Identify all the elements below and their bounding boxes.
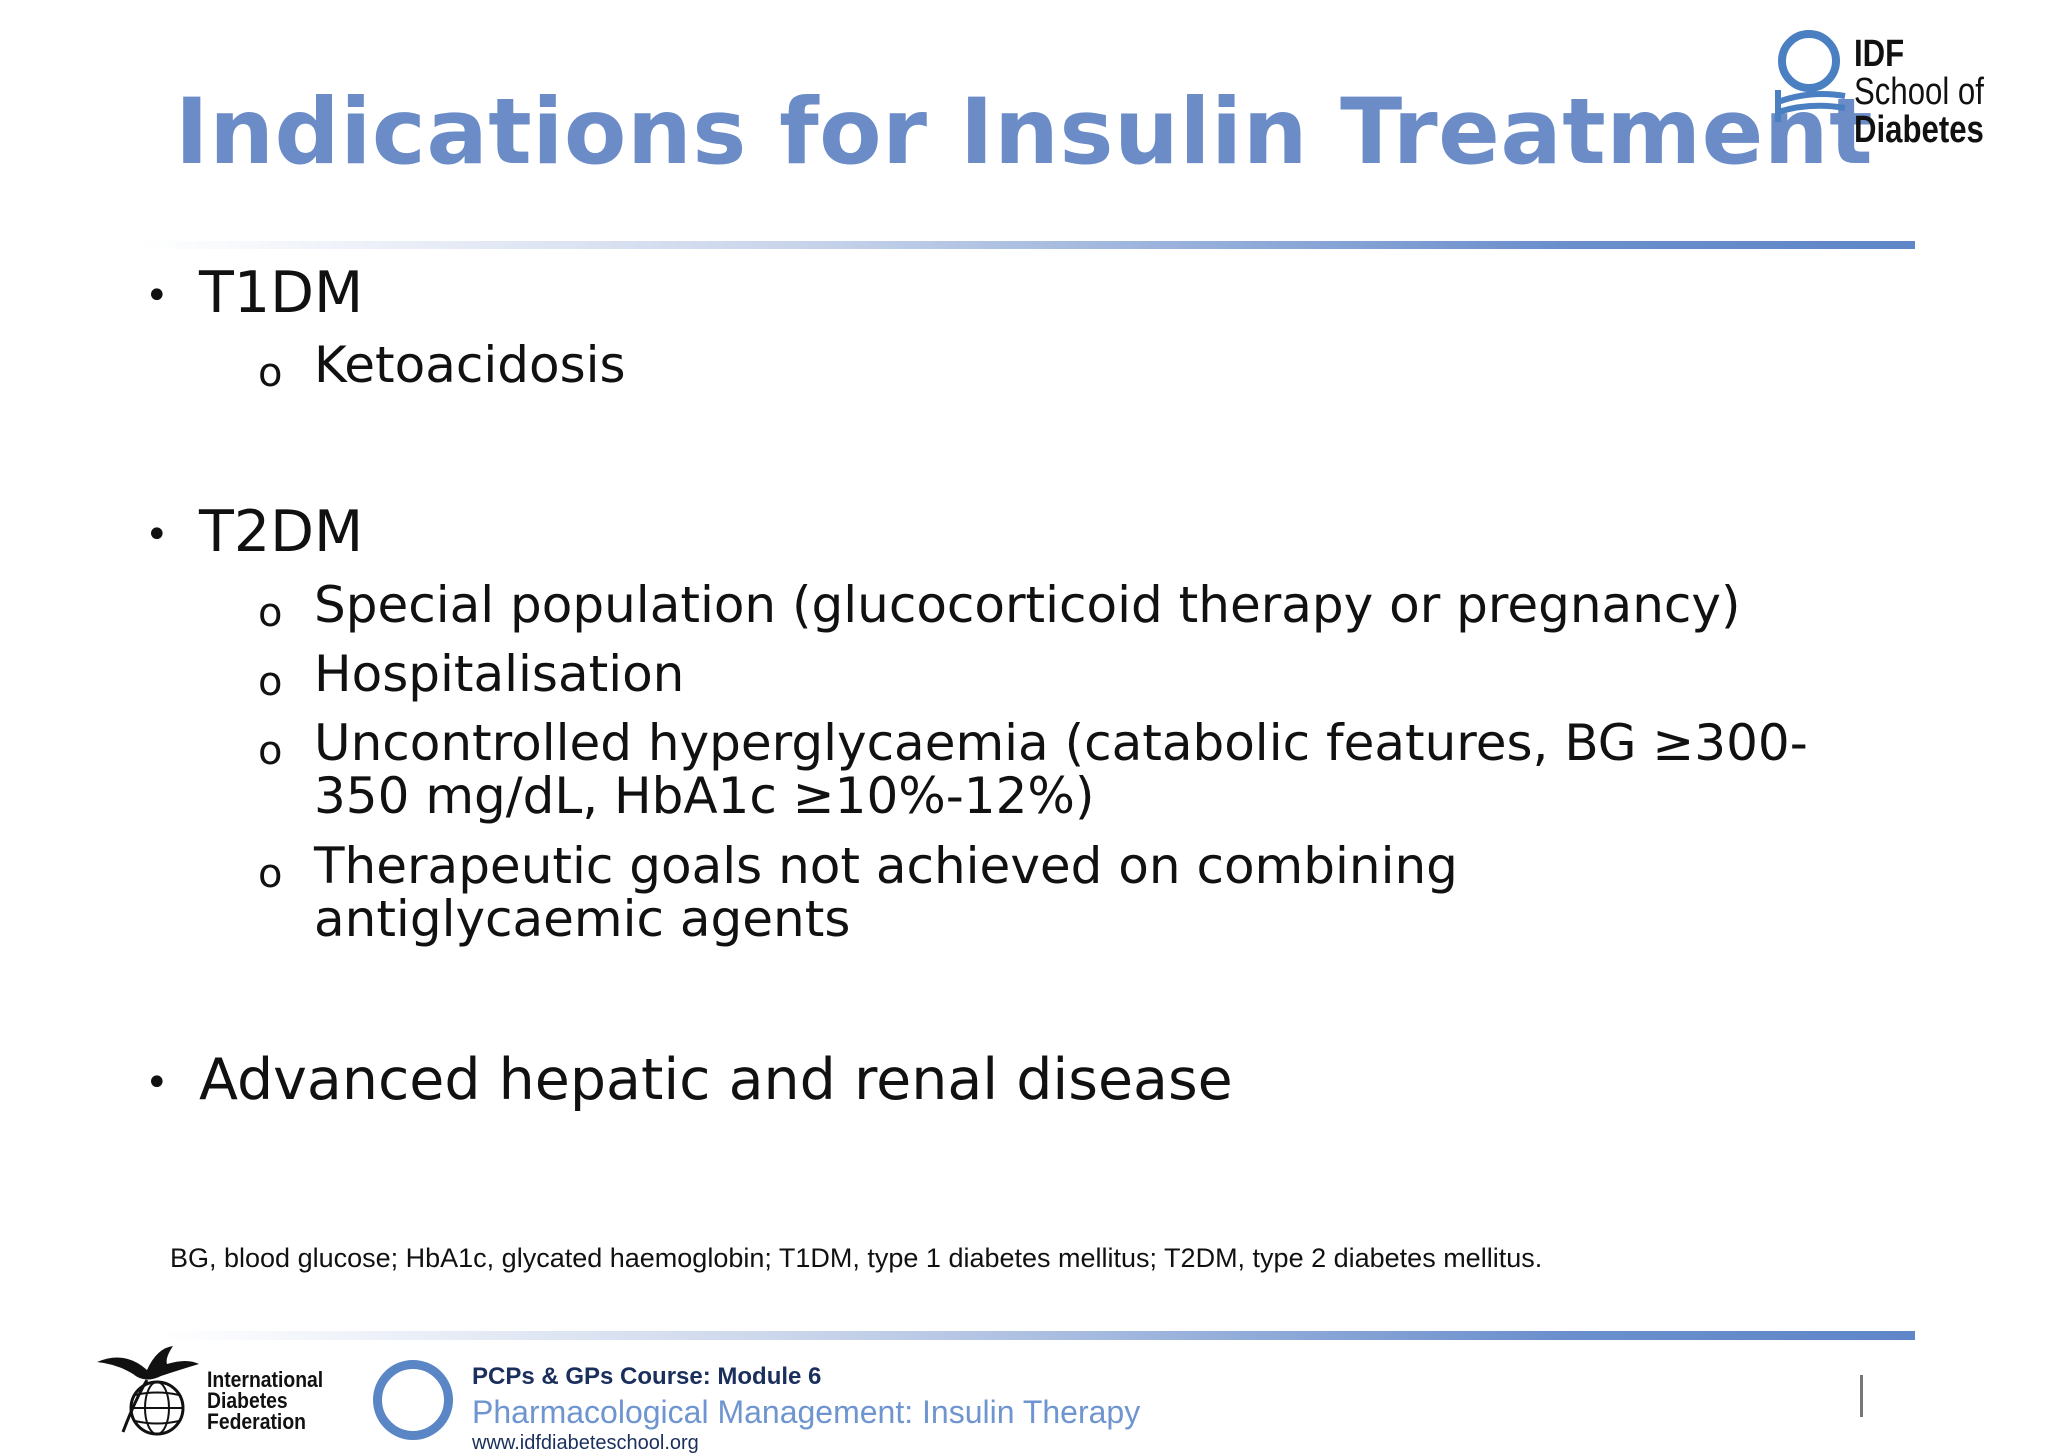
subbullet-marker: o (258, 350, 283, 396)
subitem-therapeutic-goals: Therapeutic goals not achieved on combining antiglycaemic agents (314, 837, 1458, 948)
idf-bird-globe-icon (95, 1340, 205, 1440)
subitem-special-population: Special population (glucocorticoid therapy or pregnancy) (314, 576, 1741, 634)
bullet-marker: • (145, 512, 169, 558)
bullet-advanced-disease: Advanced hepatic and renal disease (199, 1047, 1233, 1113)
bullet-marker: • (145, 273, 169, 319)
title-divider (140, 241, 1915, 249)
subitem-hospitalisation: Hospitalisation (314, 645, 685, 703)
idf-logo (95, 1340, 335, 1440)
subbullet-marker: o (258, 728, 283, 774)
school-logo-line1: IDF (1854, 33, 1905, 75)
course-label: PCPs & GPs Course: Module 6 (472, 1363, 822, 1390)
idf-org-name (207, 1369, 323, 1432)
idf-org-line2: Diabetes (207, 1388, 288, 1413)
idf-school-logo (1770, 22, 1990, 152)
subbullet-marker: o (258, 590, 283, 636)
school-logo-line3: Diabetes (1854, 109, 1984, 151)
website-link[interactable]: www.idfdiabeteschool.org (472, 1432, 699, 1454)
bullet-t2dm: T2DM (199, 499, 364, 565)
subitem-uncontrolled-hyperglycaemia: Uncontrolled hyperglycaemia (catabolic features, BG ≥300-350 mg/dL, HbA1c ≥10%-12%) (314, 714, 1808, 825)
idf-org-line1: International (207, 1367, 324, 1392)
module-title: Pharmacological Management: Insulin Therapy (472, 1394, 1141, 1430)
bullet-t1dm: T1DM (199, 260, 364, 326)
course-ring-icon (373, 1360, 453, 1440)
slide-title: Indications for Insulin Treatment (174, 80, 1874, 185)
school-logo-line2: School of (1854, 71, 1984, 113)
subbullet-marker: o (258, 851, 283, 897)
subitem-ketoacidosis: Ketoacidosis (314, 336, 626, 394)
abbreviations-footnote: BG, blood glucose; HbA1c, glycated haemoglobin; T1DM, type 1 diabetes mellitus; T2DM, type 2 diabetes mellitus. (170, 1243, 1543, 1273)
subbullet-marker: o (258, 659, 283, 705)
page-number-divider (1860, 1375, 1863, 1417)
footer-divider (160, 1331, 1915, 1340)
school-logo-mark-icon (1770, 82, 1850, 142)
idf-org-line3: Federation (207, 1409, 306, 1434)
bullet-marker: • (145, 1060, 169, 1106)
